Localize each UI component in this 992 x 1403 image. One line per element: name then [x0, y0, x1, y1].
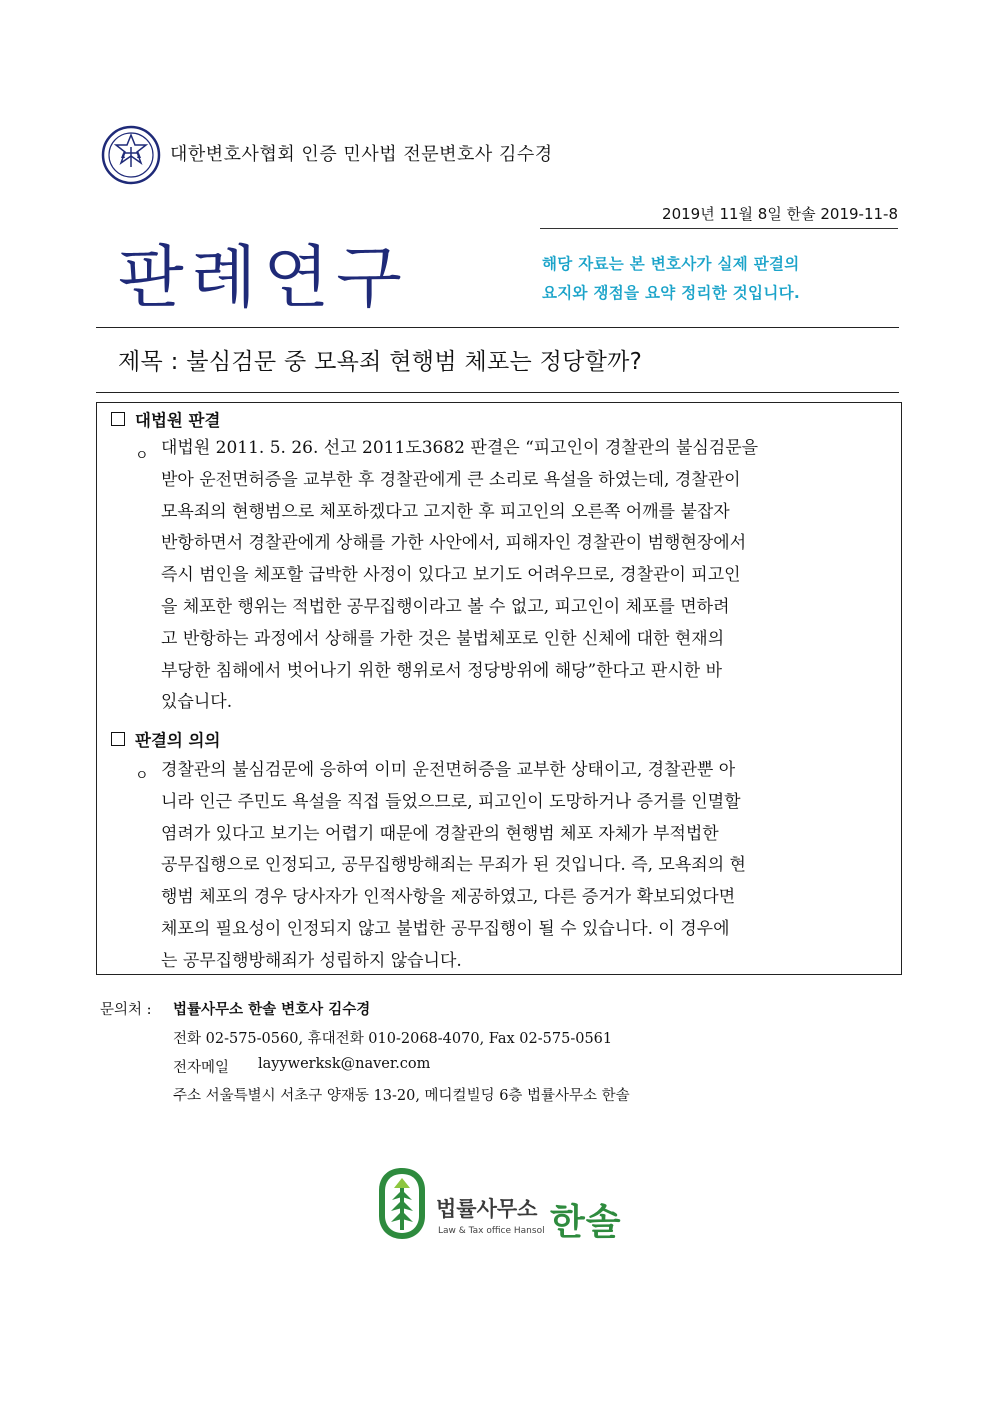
significance-paragraph	[161, 755, 896, 978]
dateline: 2019년 11월 8일 한솔 2019-11-8	[540, 203, 898, 229]
text-line: 반항하면서 경찰관에게 상해를 가한 사안에서, 피해자인 경찰관이 범행현장에서	[161, 533, 747, 554]
notice-text	[542, 250, 800, 308]
text-line: 공무집행으로 인정되고, 공무집행방해죄는 무죄가 된 것입니다. 즉, 모욕죄의 현	[161, 855, 746, 876]
bar-association-seal-icon	[101, 125, 161, 185]
bullet-icon: ㅇ	[135, 768, 149, 784]
text-line: 있습니다.	[161, 692, 233, 713]
certification-text: 대한변호사협회 인증 민사법 전문변호사 김수경	[170, 144, 553, 165]
contact-phone: 전화 02-575-0560, 휴대전화 010-2068-4070, Fax 02-575-0561	[173, 1031, 613, 1047]
text-line: 즉시 범인을 체포할 급박한 사정이 있다고 보기도 어려우므로, 경찰관이 피고인	[161, 565, 741, 586]
text-line: 을 체포한 행위는 적법한 공무집행이라고 볼 수 없고, 피고인이 체포를 면하려	[161, 596, 730, 617]
document-title: 판례연구	[118, 239, 409, 318]
section-heading-text: 판결의 의의	[135, 731, 221, 750]
contact-email-label: 전자메일	[173, 1060, 230, 1076]
logo-name-english: Law & Tax office Hansol	[438, 1226, 545, 1236]
text-line: 니라 인근 주민도 욕설을 직접 들었으므로, 피고인이 도망하거나 증거를 인멸할	[161, 791, 741, 812]
notice-line-1: 해당 자료는 본 변호사가 실제 판결의	[542, 255, 800, 273]
notice-line-2: 요지와 쟁점을 요약 정리한 것입니다.	[542, 284, 801, 302]
text-line: 받아 운전면허증을 교부한 후 경찰관에게 큰 소리로 욕설을 하였는데, 경찰관이	[161, 469, 741, 490]
divider-bottom	[96, 392, 899, 393]
logo-name-large: 한솔	[550, 1202, 622, 1243]
section-heading-ruling	[111, 407, 220, 431]
text-line: 모욕죄의 현행범으로 체포하겠다고 고지한 후 피고인의 오른쪽 어깨를 붙잡자	[161, 501, 730, 522]
subject-line: 제목 : 불심검문 중 모욕죄 현행범 체포는 정당할까?	[118, 349, 643, 375]
text-line: 행범 체포의 경우 당사자가 인적사항을 제공하였고, 다른 증거가 확보되었다면	[161, 887, 736, 908]
contact-label: 문의처 :	[100, 1002, 152, 1018]
text-line: 고 반항하는 과정에서 상해를 가한 것은 불법체포로 인한 신체에 대한 현재의	[161, 628, 725, 649]
text-line: 염려가 있다고 보기는 어렵기 때문에 경찰관의 현행범 체포 자체가 부적법한	[161, 823, 719, 844]
hansol-logo-icon	[377, 1166, 427, 1241]
bullet-icon: ㅇ	[135, 448, 149, 464]
checkbox-square-icon	[111, 412, 125, 426]
contact-email[interactable]: layywerksk@naver.com	[258, 1056, 431, 1072]
divider-top	[96, 327, 899, 328]
text-line: 대법원 2011. 5. 26. 선고 2011도3682 판결은 “피고인이 경찰관의 불심검문을	[161, 438, 759, 458]
logo-name-small: 법률사무소	[436, 1197, 538, 1221]
text-line: 경찰관의 불심검문에 응하여 이미 운전면허증을 교부한 상태이고, 경찰관뿐 아	[161, 760, 736, 780]
section-heading-significance	[111, 727, 220, 751]
ruling-paragraph	[161, 433, 896, 719]
text-line: 체포의 필요성이 인정되지 않고 불법한 공무집행이 될 수 있습니다. 이 경우에	[161, 918, 730, 939]
text-line: 부당한 침해에서 벗어나기 위한 행위로서 정당방위에 해당”한다고 판시한 바	[161, 660, 723, 681]
text-line: 는 공무집행방해죄가 성립하지 않습니다.	[161, 950, 462, 971]
content-box	[96, 402, 902, 975]
contact-address: 주소 서울특별시 서초구 양재동 13-20, 메디컬빌딩 6층 법률사무소 한솔	[173, 1088, 630, 1104]
checkbox-square-icon	[111, 732, 125, 746]
contact-office: 법률사무소 한솔 변호사 김수경	[173, 1001, 371, 1018]
section-heading-text: 대법원 판결	[135, 411, 221, 430]
